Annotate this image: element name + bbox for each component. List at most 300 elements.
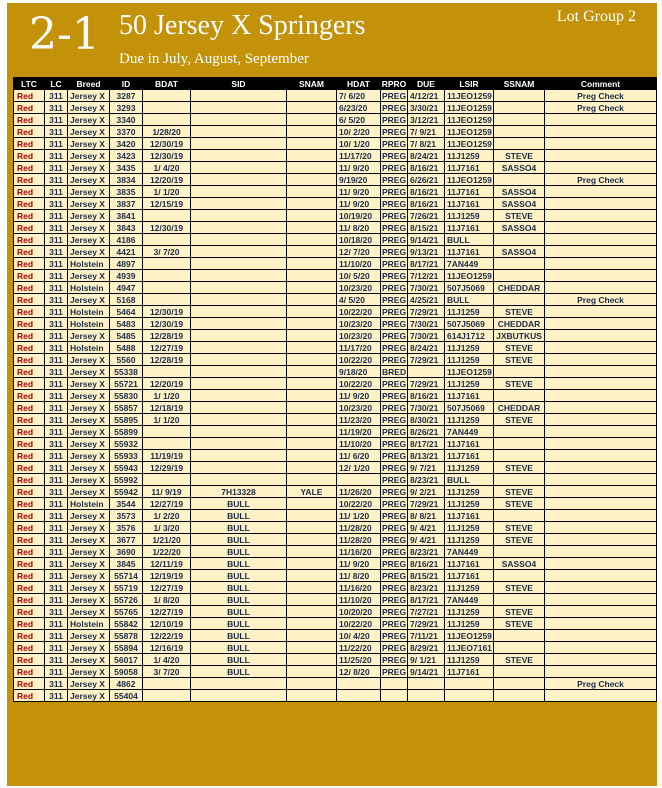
cell-due: 3/12/21: [408, 114, 445, 126]
cell-snam: [287, 162, 337, 174]
cell-lsir: 11J1259: [445, 654, 494, 666]
table-row: [14, 366, 657, 378]
cell-comment: [545, 630, 657, 642]
cell-ltc: Red: [14, 558, 45, 570]
cell-breed: Jersey X: [68, 294, 110, 306]
cell-ssnam: STEVE: [494, 354, 545, 366]
cell-hdat: 10/22/20: [337, 498, 381, 510]
cell-id: 3843: [110, 222, 143, 234]
cell-breed: Holstein: [68, 342, 110, 354]
cell-ssnam: STEVE: [494, 306, 545, 318]
cell-bdat: 12/30/19: [143, 150, 191, 162]
cell-bdat: 1/22/20: [143, 546, 191, 558]
cell-due: 7/ 8/21: [408, 138, 445, 150]
cell-ssnam: STEVE: [494, 342, 545, 354]
cell-due: 8/23/21: [408, 582, 445, 594]
cell-sid: BULL: [191, 534, 287, 546]
cell-lc: 311: [45, 462, 68, 474]
cell-id: 4421: [110, 246, 143, 258]
cell-ssnam: [494, 366, 545, 378]
cell-breed: Jersey X: [68, 162, 110, 174]
cell-comment: [545, 654, 657, 666]
cell-sid: [191, 126, 287, 138]
cell-ltc: Red: [14, 630, 45, 642]
cell-comment: [545, 690, 657, 702]
cell-bdat: [143, 234, 191, 246]
cell-rpro: PREG: [382, 114, 407, 125]
cell-rpro: [381, 690, 408, 702]
cell-ltc: Red: [14, 138, 45, 150]
cell-bdat: 3/ 7/20: [143, 666, 191, 678]
cell-due: 8/17/21: [408, 594, 445, 606]
cell-hdat: 10/ 1/20: [337, 138, 381, 150]
cell-sid: [191, 186, 287, 198]
table-row: [14, 210, 657, 222]
cell-ltc: Red: [14, 126, 45, 138]
cell-breed: Jersey X: [68, 678, 110, 690]
cell-lc: 311: [45, 354, 68, 366]
cell-snam: [287, 630, 337, 642]
cell-snam: [287, 570, 337, 582]
cell-rpro: PREG: [382, 462, 407, 473]
cell-breed: Jersey X: [68, 414, 110, 426]
cell-lsir: 11J1259: [445, 462, 494, 474]
cell-comment: Preg Check: [545, 678, 657, 690]
cell-ltc: Red: [14, 270, 45, 282]
cell-bdat: [143, 282, 191, 294]
cell-comment: [545, 486, 657, 498]
cell-sid: [191, 222, 287, 234]
cell-snam: [287, 582, 337, 594]
column-header: DUE: [408, 78, 445, 90]
table-row: [14, 162, 657, 174]
cattle-table: [13, 77, 657, 702]
cell-lsir: 11J7161: [445, 186, 494, 198]
cell-snam: [287, 450, 337, 462]
cell-ssnam: [494, 630, 545, 642]
cell-ltc: Red: [14, 654, 45, 666]
cell-bdat: 11/ 9/19: [143, 486, 191, 498]
cell-id: 55878: [110, 630, 143, 642]
cell-id: 55932: [110, 438, 143, 450]
cell-comment: [545, 306, 657, 318]
cell-id: 55842: [110, 618, 143, 630]
cell-lc: 311: [45, 258, 68, 270]
cell-rpro: PREG: [382, 510, 407, 521]
cell-ssnam: CHEDDAR: [494, 318, 545, 330]
cell-id: 55719: [110, 582, 143, 594]
cell-lsir: BULL: [445, 234, 494, 246]
cell-breed: Jersey X: [68, 606, 110, 618]
cell-snam: [287, 390, 337, 402]
cell-rpro: PREG: [382, 150, 407, 161]
table-row: [14, 354, 657, 366]
cell-bdat: 1/ 3/20: [143, 522, 191, 534]
cell-lsir: 11J1259: [445, 522, 494, 534]
cell-bdat: 12/20/19: [143, 378, 191, 390]
cell-lc: 311: [45, 222, 68, 234]
cell-comment: [545, 582, 657, 594]
cell-sid: BULL: [191, 606, 287, 618]
cell-due: 7/ 9/21: [408, 126, 445, 138]
cell-ltc: Red: [14, 294, 45, 306]
cell-id: 3423: [110, 150, 143, 162]
cell-due: 8/15/21: [408, 570, 445, 582]
table-row: [14, 546, 657, 558]
cell-lc: 311: [45, 486, 68, 498]
cell-ssnam: [494, 390, 545, 402]
cell-lc: 311: [45, 102, 68, 114]
cell-sid: [191, 150, 287, 162]
table-row: [14, 498, 657, 510]
cell-comment: [545, 570, 657, 582]
cell-id: 4862: [110, 678, 143, 690]
cell-lsir: [445, 678, 494, 690]
cell-snam: [287, 102, 337, 114]
cell-ssnam: SASSO4: [494, 198, 545, 210]
cell-sid: [191, 342, 287, 354]
column-header: LTC: [14, 78, 45, 90]
cell-bdat: 1/ 4/20: [143, 162, 191, 174]
cell-lsir: 11J7161: [445, 246, 494, 258]
cell-snam: [287, 270, 337, 282]
cell-sid: BULL: [191, 654, 287, 666]
cell-due: 8/16/21: [408, 162, 445, 174]
cell-lc: 311: [45, 294, 68, 306]
cell-sid: [191, 354, 287, 366]
cell-due: 7/29/21: [408, 378, 445, 390]
table-row: [14, 486, 657, 498]
cell-breed: Jersey X: [68, 198, 110, 210]
table-row: [14, 642, 657, 654]
cell-snam: [287, 642, 337, 654]
cell-comment: [545, 426, 657, 438]
cell-snam: [287, 378, 337, 390]
cell-ltc: Red: [14, 594, 45, 606]
cell-lsir: 11J1259: [445, 414, 494, 426]
column-header: SID: [191, 78, 287, 90]
cell-ltc: Red: [14, 678, 45, 690]
cell-hdat: 11/ 9/20: [337, 558, 381, 570]
cell-snam: [287, 522, 337, 534]
cell-ltc: Red: [14, 258, 45, 270]
cell-lsir: 507J5069: [445, 402, 494, 414]
column-header: SNAM: [287, 78, 337, 90]
cell-ltc: Red: [14, 618, 45, 630]
cell-ssnam: SASSO4: [494, 558, 545, 570]
cell-id: 55830: [110, 390, 143, 402]
table-row: [14, 678, 657, 690]
cell-sid: [191, 162, 287, 174]
cell-rpro: PREG: [382, 342, 407, 353]
table-row: [14, 282, 657, 294]
cell-sid: [191, 258, 287, 270]
cell-bdat: 12/16/19: [143, 642, 191, 654]
cell-due: 9/ 7/21: [408, 462, 445, 474]
cell-bdat: [143, 270, 191, 282]
cell-comment: [545, 510, 657, 522]
cell-breed: Jersey X: [68, 462, 110, 474]
cell-ssnam: STEVE: [494, 378, 545, 390]
cell-comment: [545, 258, 657, 270]
cell-hdat: 7/ 6/20: [337, 90, 381, 102]
cell-snam: [287, 318, 337, 330]
column-header: LC: [45, 78, 68, 90]
cell-id: 55942: [110, 486, 143, 498]
cell-comment: [545, 222, 657, 234]
cell-bdat: [143, 438, 191, 450]
cell-sid: [191, 102, 287, 114]
cell-sid: [191, 210, 287, 222]
cell-snam: [287, 114, 337, 126]
cell-id: 3835: [110, 186, 143, 198]
cell-hdat: 10/18/20: [337, 234, 381, 246]
cell-lc: 311: [45, 114, 68, 126]
table-row: [14, 258, 657, 270]
cell-sid: BULL: [191, 546, 287, 558]
cell-snam: [287, 498, 337, 510]
table-row: [14, 90, 657, 102]
cell-id: 3287: [110, 90, 143, 102]
cell-id: 55933: [110, 450, 143, 462]
cell-id: 3340: [110, 114, 143, 126]
cell-comment: [545, 270, 657, 282]
cell-ssnam: CHEDDAR: [494, 282, 545, 294]
cell-breed: Holstein: [68, 282, 110, 294]
cell-hdat: 11/10/20: [337, 258, 381, 270]
cell-comment: [545, 342, 657, 354]
cell-lsir: 11J7161: [445, 570, 494, 582]
cell-hdat: 11/ 9/20: [337, 198, 381, 210]
cell-ssnam: [494, 234, 545, 246]
cell-id: 5168: [110, 294, 143, 306]
cell-breed: Jersey X: [68, 438, 110, 450]
cell-rpro: PREG: [382, 498, 407, 509]
cell-due: 8/23/21: [408, 474, 445, 486]
cell-id: 3690: [110, 546, 143, 558]
cell-id: 3834: [110, 174, 143, 186]
cell-ssnam: STEVE: [494, 486, 545, 498]
cell-ssnam: [494, 678, 545, 690]
cell-sid: [191, 690, 287, 702]
cell-bdat: 1/ 1/20: [143, 414, 191, 426]
cell-rpro: PREG: [382, 666, 407, 677]
cell-snam: [287, 342, 337, 354]
cell-snam: [287, 618, 337, 630]
cell-lc: 311: [45, 642, 68, 654]
cell-rpro: PREG: [382, 246, 407, 257]
cell-lsir: 614J1712: [445, 330, 494, 342]
cell-ltc: Red: [14, 450, 45, 462]
cell-hdat: 11/ 9/20: [337, 390, 381, 402]
cell-lc: 311: [45, 570, 68, 582]
cell-lsir: 11JEO1259: [445, 174, 494, 186]
cell-comment: [545, 162, 657, 174]
cell-id: 56017: [110, 654, 143, 666]
cell-bdat: 12/27/19: [143, 582, 191, 594]
cell-id: 3677: [110, 534, 143, 546]
column-header: Comment: [545, 78, 657, 90]
report-sheet: [7, 3, 657, 786]
cell-lsir: [445, 690, 494, 702]
cell-sid: [191, 402, 287, 414]
cell-id: 3544: [110, 498, 143, 510]
lot-group-label: Lot Group 2: [556, 8, 636, 25]
cell-hdat: 11/17/20: [337, 342, 381, 354]
cell-snam: [287, 234, 337, 246]
column-header: HDAT: [337, 78, 381, 90]
cell-lc: 311: [45, 90, 68, 102]
cell-id: 4939: [110, 270, 143, 282]
cell-sid: [191, 174, 287, 186]
table-row: [14, 630, 657, 642]
cell-lsir: 7AN449: [445, 258, 494, 270]
cell-lsir: 11JEO1259: [445, 90, 494, 102]
cell-rpro: PREG: [382, 186, 407, 197]
cell-breed: Jersey X: [68, 582, 110, 594]
cell-hdat: 11/16/20: [337, 582, 381, 594]
cell-lsir: 11J7161: [445, 666, 494, 678]
cell-hdat: 11/ 8/20: [337, 222, 381, 234]
cell-ltc: Red: [14, 246, 45, 258]
cell-due: 8/26/21: [408, 426, 445, 438]
cell-comment: Preg Check: [545, 90, 657, 102]
cell-id: 55404: [110, 690, 143, 702]
cell-lc: 311: [45, 174, 68, 186]
cell-lsir: 11J1259: [445, 378, 494, 390]
cell-due: 7/30/21: [408, 330, 445, 342]
cell-hdat: 4/ 5/20: [337, 294, 381, 306]
table-row: [14, 234, 657, 246]
cell-lc: 311: [45, 474, 68, 486]
cell-lc: 311: [45, 594, 68, 606]
cell-lsir: 507J5069: [445, 282, 494, 294]
cell-snam: [287, 606, 337, 618]
table-row: [14, 414, 657, 426]
cell-lsir: 11J1259: [445, 210, 494, 222]
cell-hdat: 11/ 1/20: [337, 510, 381, 522]
table-row: [14, 450, 657, 462]
cell-lc: 311: [45, 198, 68, 210]
cell-rpro: PREG: [382, 438, 407, 449]
cell-due: 9/13/21: [408, 246, 445, 258]
cell-id: 3576: [110, 522, 143, 534]
cell-breed: Jersey X: [68, 426, 110, 438]
cell-breed: Jersey X: [68, 102, 110, 114]
cell-hdat: 11/19/20: [337, 426, 381, 438]
cell-breed: Jersey X: [68, 210, 110, 222]
cell-bdat: 3/ 7/20: [143, 246, 191, 258]
cell-breed: Jersey X: [68, 558, 110, 570]
table-row: [14, 126, 657, 138]
cell-ltc: Red: [14, 150, 45, 162]
cell-rpro: PREG: [382, 390, 407, 401]
table-row: [14, 330, 657, 342]
cell-bdat: [143, 678, 191, 690]
cell-breed: Jersey X: [68, 354, 110, 366]
cell-ltc: Red: [14, 234, 45, 246]
cell-rpro: PREG: [382, 354, 407, 365]
cell-hdat: 10/22/20: [337, 354, 381, 366]
cell-snam: [287, 294, 337, 306]
cell-rpro: PREG: [382, 486, 407, 497]
table-row: [14, 222, 657, 234]
cell-sid: [191, 246, 287, 258]
cell-id: 55943: [110, 462, 143, 474]
cell-rpro: PREG: [382, 642, 407, 653]
cell-lc: 311: [45, 318, 68, 330]
cell-due: 8/16/21: [408, 198, 445, 210]
cell-ltc: Red: [14, 102, 45, 114]
cell-snam: [287, 690, 337, 702]
table-row: [14, 606, 657, 618]
cell-ltc: Red: [14, 522, 45, 534]
cell-snam: [287, 198, 337, 210]
cell-sid: BULL: [191, 618, 287, 630]
cell-sid: [191, 366, 287, 378]
cell-hdat: 11/22/20: [337, 642, 381, 654]
cell-due: 8/13/21: [408, 450, 445, 462]
cell-id: 55765: [110, 606, 143, 618]
cell-breed: Jersey X: [68, 138, 110, 150]
cell-breed: Jersey X: [68, 630, 110, 642]
cell-breed: Jersey X: [68, 522, 110, 534]
cell-ltc: Red: [14, 90, 45, 102]
cell-lc: 311: [45, 666, 68, 678]
cell-due: [408, 690, 445, 702]
cell-lsir: 11J7161: [445, 438, 494, 450]
cell-lsir: 11J1259: [445, 342, 494, 354]
cell-ssnam: STEVE: [494, 210, 545, 222]
cell-breed: Jersey X: [68, 246, 110, 258]
column-header: ID: [110, 78, 143, 90]
table-row: [14, 558, 657, 570]
cell-hdat: 11/10/20: [337, 438, 381, 450]
cell-hdat: 11/28/20: [337, 534, 381, 546]
cell-snam: [287, 210, 337, 222]
cell-sid: [191, 318, 287, 330]
cell-ltc: Red: [14, 390, 45, 402]
cell-ssnam: [494, 690, 545, 702]
table-row: [14, 594, 657, 606]
cell-lsir: 11J7161: [445, 198, 494, 210]
cell-sid: BULL: [191, 558, 287, 570]
cell-breed: Jersey X: [68, 402, 110, 414]
cell-hdat: 11/23/20: [337, 414, 381, 426]
cell-snam: [287, 510, 337, 522]
cell-comment: [545, 594, 657, 606]
cell-rpro: PREG: [382, 474, 407, 485]
cell-breed: Jersey X: [68, 114, 110, 126]
cell-bdat: [143, 366, 191, 378]
cell-rpro: PREG: [382, 318, 407, 329]
cell-hdat: 11/ 8/20: [337, 570, 381, 582]
cell-ssnam: [494, 114, 545, 126]
cell-ltc: Red: [14, 174, 45, 186]
cell-sid: BULL: [191, 570, 287, 582]
cell-bdat: 1/28/20: [143, 126, 191, 138]
cell-id: 59058: [110, 666, 143, 678]
cell-lc: 311: [45, 450, 68, 462]
cell-lc: 311: [45, 630, 68, 642]
report-title: 50 Jersey X Springers: [119, 10, 366, 41]
cell-ltc: Red: [14, 402, 45, 414]
cell-breed: Jersey X: [68, 234, 110, 246]
cell-sid: [191, 330, 287, 342]
cell-due: 7/29/21: [408, 354, 445, 366]
cell-due: 7/26/21: [408, 210, 445, 222]
cell-due: 8/16/21: [408, 186, 445, 198]
